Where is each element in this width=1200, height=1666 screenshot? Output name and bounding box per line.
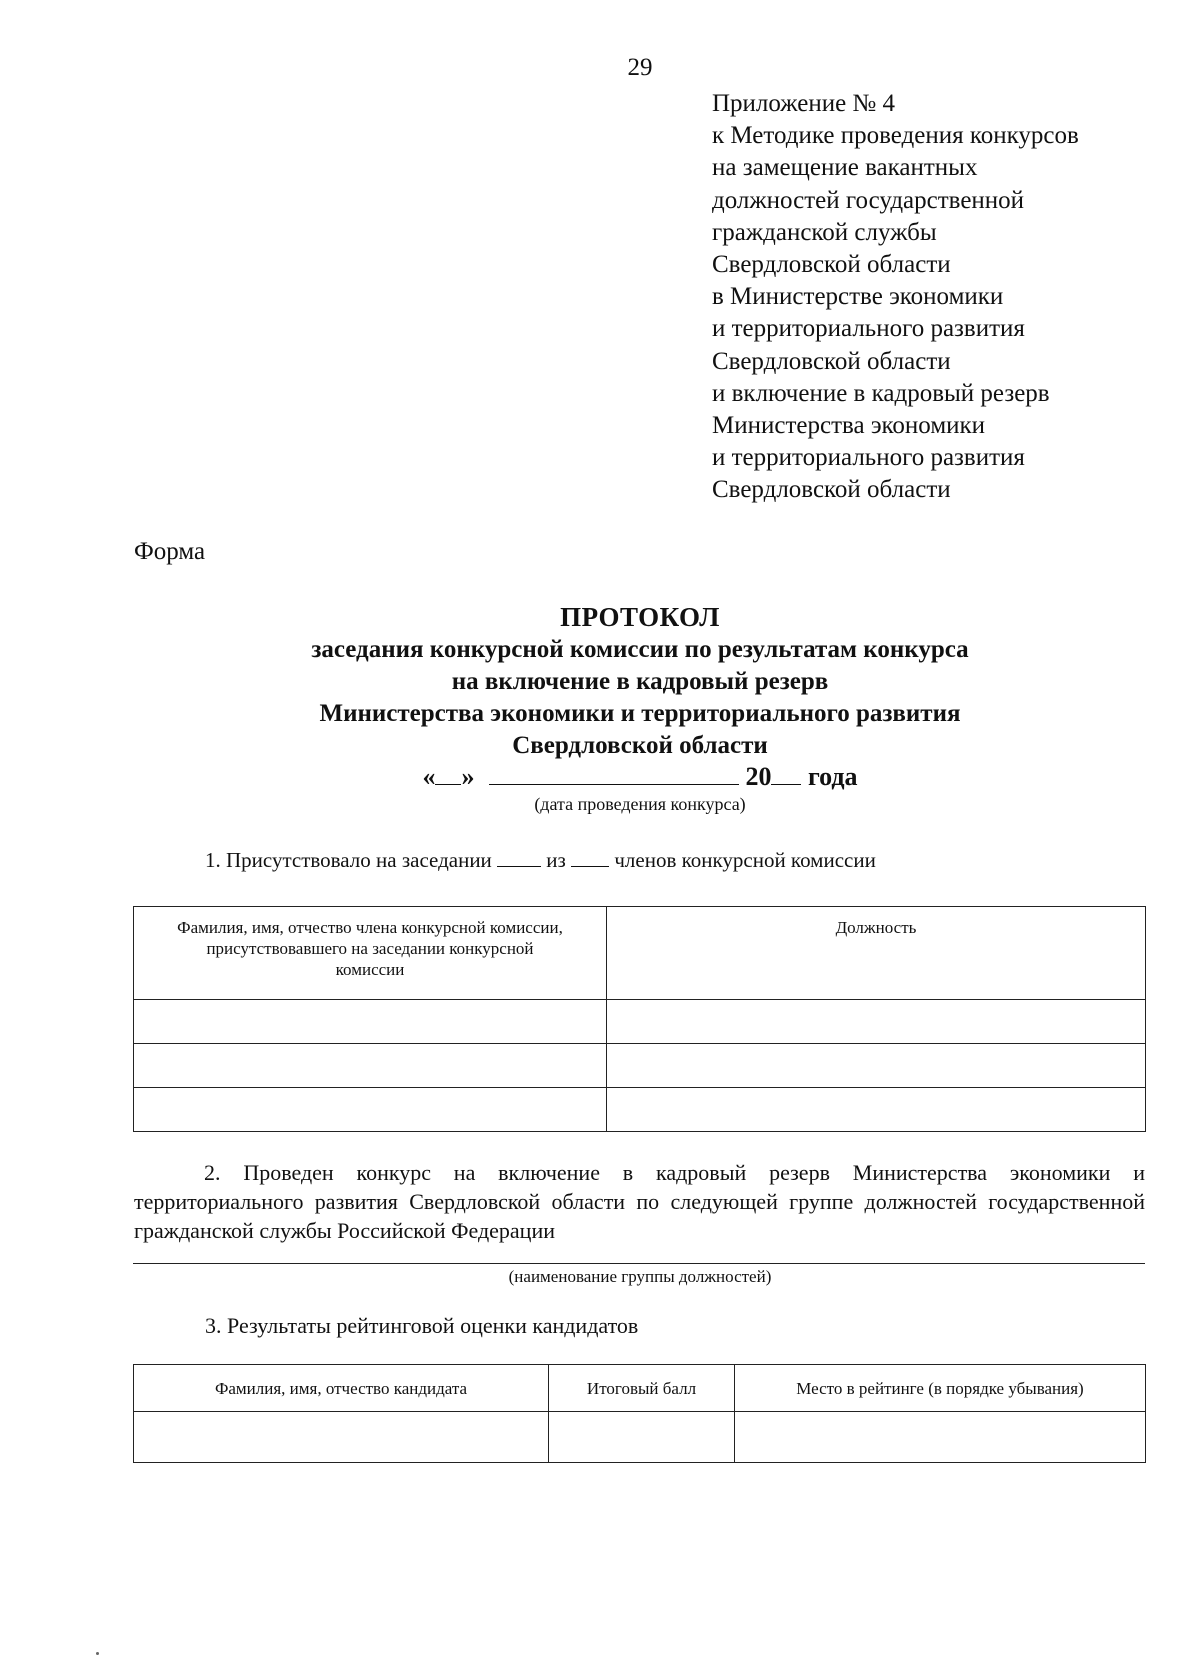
rank-header: Место в рейтинге (в порядке убывания) xyxy=(735,1365,1146,1412)
table-row xyxy=(134,1000,1146,1044)
table-cell[interactable] xyxy=(134,1412,549,1463)
table-cell[interactable] xyxy=(134,1044,607,1088)
appendix-line: Свердловской области xyxy=(712,251,951,279)
position-group-caption: (наименование группы должностей) xyxy=(508,1267,772,1286)
day-blank[interactable] xyxy=(435,762,461,785)
protocol-title-block xyxy=(0,600,1200,816)
table-row xyxy=(134,1412,1146,1463)
table-row xyxy=(134,1044,1146,1088)
table-cell[interactable] xyxy=(134,1088,607,1132)
position-header: Должность xyxy=(607,907,1146,1000)
date-close-quote: » xyxy=(461,762,475,791)
table-row xyxy=(134,1088,1146,1132)
table-cell[interactable] xyxy=(607,1088,1146,1132)
date-open-quote: « xyxy=(422,762,436,791)
table-cell[interactable] xyxy=(607,1044,1146,1088)
rating-results-table xyxy=(133,1364,1146,1463)
appendix-line: гражданской службы xyxy=(712,218,937,246)
table-cell[interactable] xyxy=(134,1000,607,1044)
appendix-line: и территориального развития xyxy=(712,315,1025,343)
appendix-line: Свердловской области xyxy=(712,476,951,504)
date-caption: (дата проведения конкурса) xyxy=(534,794,746,814)
appendix-line: должностей государственной xyxy=(712,186,1025,214)
year-blank[interactable] xyxy=(771,762,801,785)
present-count-blank[interactable] xyxy=(497,848,541,867)
attendance-suffix: членов конкурсной комиссии xyxy=(614,848,876,872)
section2-paragraph xyxy=(134,1158,1145,1245)
table-cell[interactable] xyxy=(607,1000,1146,1044)
appendix-line: в Министерстве экономики xyxy=(712,283,1004,311)
scan-speck xyxy=(96,1652,99,1655)
form-label: Форма xyxy=(134,538,206,565)
attendance-middle: из xyxy=(546,848,566,872)
total-score-header: Итоговый балл xyxy=(549,1365,735,1412)
member-name-header: Фамилия, имя, отчество члена конкурсной комиссии, присутствовавшего на заседании конкурсной комиссии xyxy=(134,907,607,1000)
attendance-line xyxy=(205,848,876,873)
total-count-blank[interactable] xyxy=(571,848,609,867)
appendix-line: на замещение вакантных xyxy=(712,154,978,182)
table-header-row xyxy=(134,1365,1146,1412)
section3-heading: 3. Результаты рейтинговой оценки кандидатов xyxy=(205,1313,639,1338)
page-number: 29 xyxy=(627,54,653,81)
position-group-blank-line[interactable] xyxy=(133,1263,1145,1264)
protocol-heading: ПРОТОКОЛ xyxy=(560,602,720,632)
title-line: Министерства экономики и территориального развития xyxy=(319,700,961,727)
candidate-name-header: Фамилия, имя, отчество кандидата xyxy=(134,1365,549,1412)
appendix-line: к Методике проведения конкурсов xyxy=(712,122,1079,150)
attendance-prefix: 1. Присутствовало на заседании xyxy=(205,848,492,872)
appendix-line: Свердловской области xyxy=(712,347,951,375)
year-suffix: года xyxy=(807,762,858,791)
commission-members-table xyxy=(133,906,1146,1132)
date-line xyxy=(0,762,1200,792)
table-header-row xyxy=(134,907,1146,1000)
year-prefix: 20 xyxy=(745,762,772,791)
month-blank[interactable] xyxy=(489,762,739,785)
title-line: заседания конкурсной комиссии по результатам конкурса xyxy=(311,636,969,663)
title-line: Свердловской области xyxy=(512,732,768,759)
section2-text: 2. Проведен конкурс на включение в кадровый резерв Министерства экономики и территориального развития Свердловской области по следующей группе должностей государственной гражданской службы Российской Федерации xyxy=(134,1160,1145,1243)
appendix-line: и территориального развития xyxy=(712,444,1025,472)
table-cell[interactable] xyxy=(735,1412,1146,1463)
appendix-line: и включение в кадровый резерв xyxy=(712,379,1050,407)
appendix-block xyxy=(712,88,1079,507)
appendix-line: Министерства экономики xyxy=(712,412,986,440)
appendix-line: Приложение № 4 xyxy=(712,90,896,117)
title-line: на включение в кадровый резерв xyxy=(451,668,829,695)
table-cell[interactable] xyxy=(549,1412,735,1463)
